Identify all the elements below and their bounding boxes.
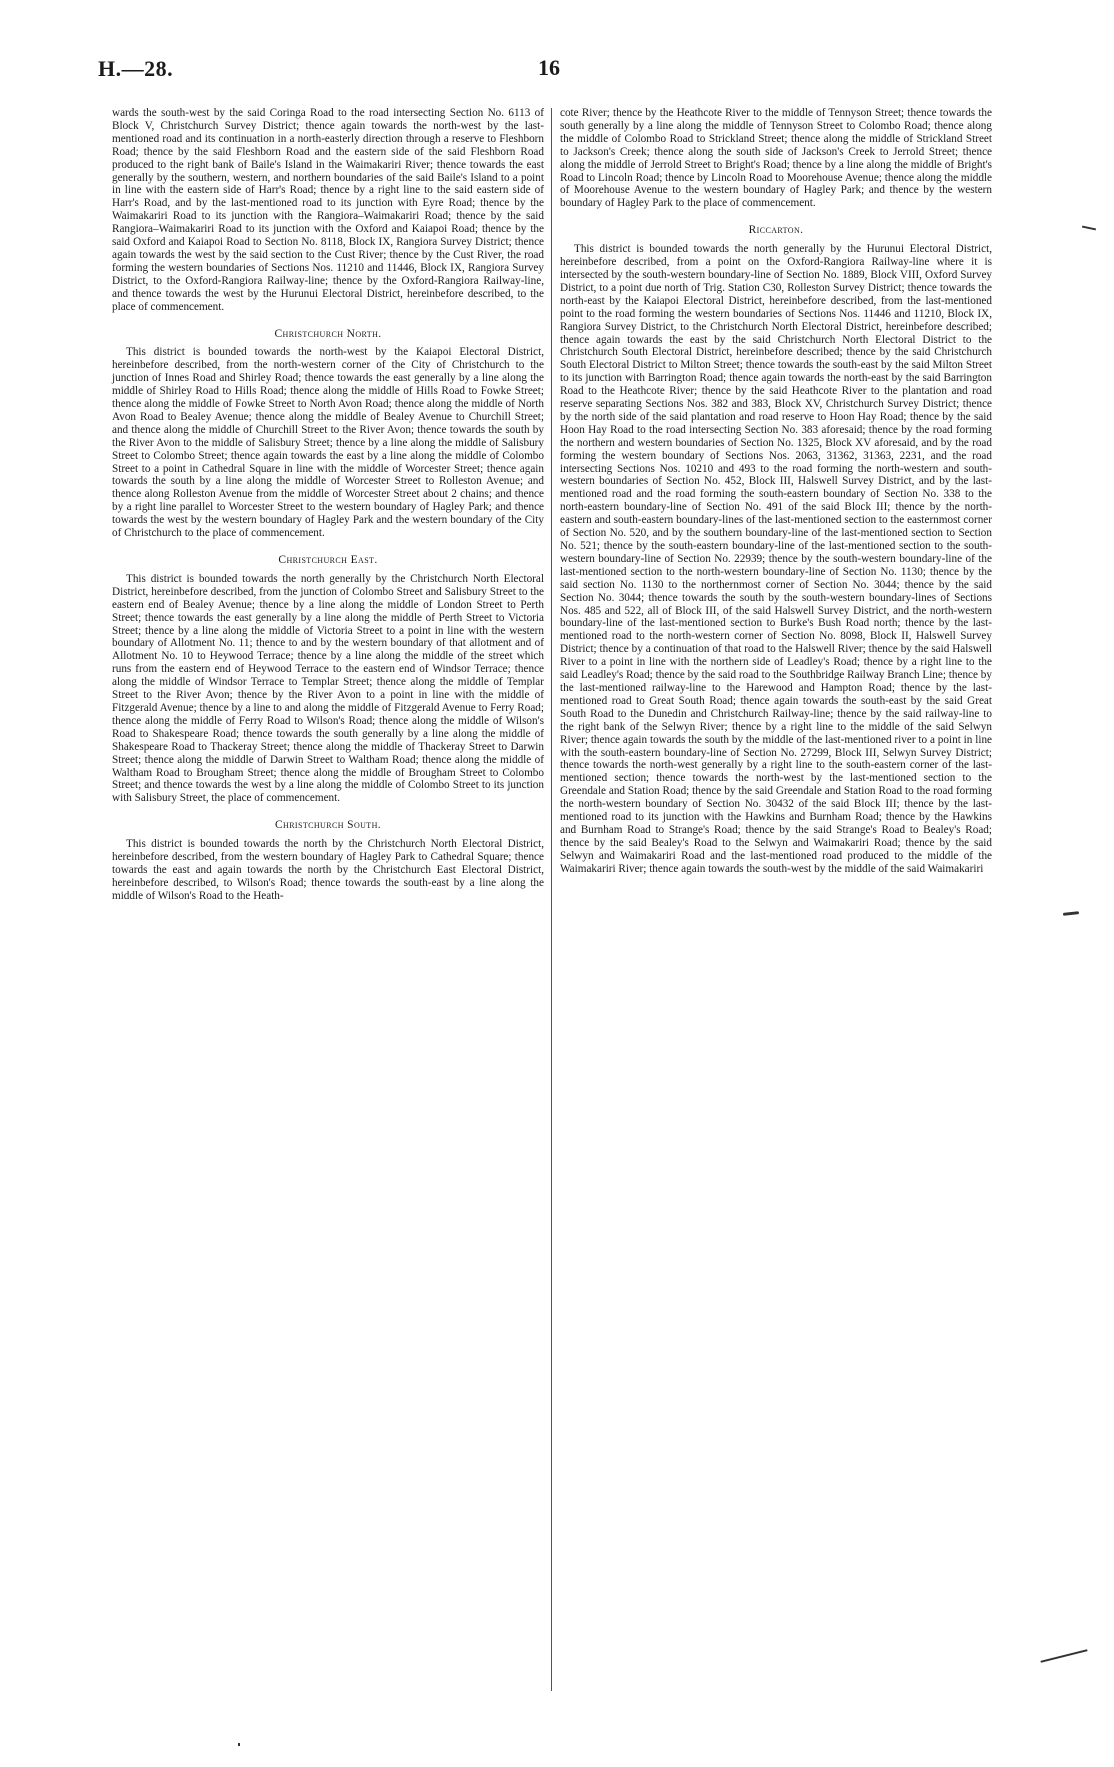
paragraph-continued: wards the south-west by the said Coringa Road to the road intersecting Section No. 6113 of Block V, Christchurch Survey District; thence again towards the north-west by the last-mentioned road and its continuation in a north-easterly direction through a reserve to Fleshborn Road; thence by the said Fleshborn Road and the eastern side of the said Fleshborn Road produced to the right bank of Baile's Island in the Waimakariri River; thence towards the east generally by the southern, western, and northern boundaries of the said Baile's Island to a point in line with the eastern side of Harr's Road; thence by a right line to the said eastern side of Harr's Road, and by the last-mentioned road to its junction with Eyre Road; thence by the Waimakariri Road to its junction with the Rangiora–Waimakariri Road; thence by the said Rangiora–Waimakariri Road to its junction with the Oxford and Kaiapoi Road; thence by the said Oxford and Kaiapoi Road to Section No. 8118, Block IX, Rangiora Survey District; thence again towards the west by the said section to the Cust River; thence by the Cust River, the road forming the western boundaries of Sections Nos. 11210 and 11446, Block IX, Rangiora Survey District, to the Oxford-Rangiora Railway-line; thence by the Oxford-Rangiora Railway-line, and thence towards the west by the Hurunui Electoral District, hereinbefore described, to the place of commencement.: [112, 107, 544, 313]
paragraph-christchurch-east: This district is bounded towards the north generally by the Christchurch North Electoral District, hereinbefore described, from the junction of Colombo Street and Salisbury Street to the eastern end of Bealey Avenue; thence by a line along the middle of London Street to Perth Street; thence towards the east generally by a line along the middle of Perth Street to Victoria Street; thence by a line along the middle of Victoria Street to a point in line with the western boundary of Allotment No. 11; thence to and by the western boundary of that allotment and of Allotment No. 10 to Heywood Terrace; thence by a line along the middle of the street which runs from the eastern end of Heywood Terrace to the eastern end of Windsor Terrace; thence along the middle of Windsor Terrace to Templar Street; thence along the middle of Templar Street to the River Avon; thence by the River Avon to a point in line with the middle of Fitzgerald Avenue; thence by a line to and along the middle of Fitzgerald Avenue to Ferry Road; thence along the middle of Ferry Road to Wilson's Road; thence along the middle of Wilson's Road to Shakespeare Road; thence towards the south generally by a line along the middle of Shakespeare Road to Thackeray Street; thence along the middle of Thackeray Street to Darwin Street; thence along the middle of Darwin Street to Waltham Road; thence along the middle of Waltham Road to Brougham Street; thence along the middle of Brougham Street to Colombo Street; and thence towards the west by a line along the middle of Colombo Street to its junction with Salisbury Street, the place of commencement.: [112, 572, 544, 805]
heading-christchurch-east: Christchurch East.: [278, 554, 378, 566]
paragraph-riccarton: This district is bounded towards the north generally by the Hurunui Electoral District, hereinbefore described, from a point on the Oxford-Rangiora Railway-line where it is intersected by the south-western boundary-line of Section No. 1889, Block VIII, Oxford Survey District, to a point due north of Trig. Station C30, Rolleston Survey District; thence towards the north-east by the Kaiapoi Electoral District, hereinbefore described, from the last-mentioned point to the road forming the western boundaries of Sections Nos. 11446 and 11210, Block IX, Rangiora Survey District, to the Christchurch North Electoral District, hereinbefore described; thence again towards the east by the said Christchurch North Electoral District to the Christchurch South Electoral District, hereinbefore described; thence by the said Christchurch South Electoral District to Milton Street; thence towards the south-east by the said Milton Street to its junction with Barrington Road; thence again towards the north-east by the said Barrington Road to the Heathcote River; thence by the said Heathcote River to the plantation and road reserve separating Sections Nos. 382 and 383, Block XV, Christchurch Survey District; thence by the north side of the said plantation and road reserve to Hoon Hay Road; thence by the said Hoon Hay Road to the road intersecting Section No. 383 aforesaid; thence by the road forming the northern and western boundaries of Section No. 1325, Block XV aforesaid, and by the road forming the western boundary of Sections Nos. 2063, 31362, 31363, 2231, and the road intersecting Sections Nos. 10210 and 493 to the road forming the north-western and south-western boundaries of Section No. 452, Block III, Halswell Survey District, and by the last-mentioned road and the road forming the south-eastern boundary of Section No. 338 to the north-eastern boundary-line of Section No. 491 of the said Block III; thence by the north-eastern and south-eastern boundary-lines of the last-mentioned section to the easternmost corner of Section No. 520, and by the southern boundary-line of the last-mentioned section to Section No. 521; thence by the south-eastern boundary-line of the last-mentioned section to the south-western boundary-line of Section No. 22939; thence by the south-western boundary-line of the last-mentioned section to the north-western boundary-line of Section No. 1130; thence by the said section No. 1130 to the northernmost corner of Section No. 3044; thence by the said Section No. 3044; thence towards the south by the south-western boundary-lines of Sections Nos. 485 and 522, all of Block III, of the said Halswell Survey District, and the north-western boundary-line of the last-mentioned section to Burke's Bush Road north; thence by the last-mentioned road to the north-western corner of Section No. 8098, Block II, Halswell Survey District; thence by a continuation of that road to the Halswell River; thence by the said Halswell River to a point in line with the northern side of Leadley's Road; thence by a right line to the said Leadley's Road; thence by the said road to the Southbridge Railway Branch Line; thence by the last-mentioned railway-line to the Harewood and Hampton Road; thence by the last-mentioned road to Great South Road; thence again towards the south-east by the said Great South Road to the Dunedin and Christchurch Railway-line; thence by the said railway-line to the right bank of the Selwyn River; thence by a right line to the middle of the said Selwyn River; thence again towards the south by the middle of the last-mentioned river to a point in line with the south-eastern boundary-line of Section No. 27299, Block III, Selwyn Survey District; thence towards the north-west generally by a right line to the south-eastern corner of the last-mentioned section; thence towards the north-west by the last-mentioned section to the Greendale and Station Road; thence by the said Greendale and Station Road to the road forming the north-western boundary of Section No. 30432 of the said Block III; thence by the last-mentioned road to its junction with the Hawkins and Burnham Road; thence by the Hawkins and Burnham Road to Strange's Road; thence by the said Strange's Road to Bealey's Road; thence by the said Bealey's Road to the Selwyn and Waimakariri Road; thence by the said Selwyn and Waimakariri Road and the last-mentioned road produced to the middle of the Waimakariri River; thence again towards the south-west by the middle of the said Waimakariri: [560, 243, 992, 875]
paragraph-christchurch-south: This district is bounded towards the north by the Christchurch North Electoral District, hereinbefore described, from the western boundary of Hagley Park to Cathedral Square; thence towards the east and again towards the north by the Christchurch East Electoral District, hereinbefore described, to Wilson's Road; thence towards the south-east by a line along the middle of Wilson's Road to the Heath-: [112, 838, 544, 902]
heading-christchurch-north: Christchurch North.: [274, 327, 382, 340]
margin-mark: [1063, 911, 1079, 916]
margin-mark: [1040, 1649, 1087, 1663]
column-divider: [551, 108, 552, 1691]
paragraph-christchurch-north: This district is bounded towards the north-west by the Kaiapoi Electoral District, hereinbefore described, from the north-western corner of the City of Christchurch to the junction of Innes Road and Shirley Road; thence towards the east generally by a line along the middle of Shirley Road to Hills Road; thence along the middle of Hills Road to Fowke Street; thence along the middle of Fowke Street to North Avon Road; thence along the middle of North Avon Road to Bealey Avenue; thence along the middle of Bealey Avenue to Churchill Street; and thence along the middle of Churchill Street to the River Avon; thence towards the south by the River Avon to the middle of Salisbury Street; thence by a line along the middle of Salisbury Street to Colombo Street; thence again towards the east by a line along the middle of Colombo Street to a point in Cathedral Square in line with the middle of Worcester Street; thence again towards the south by a line along the middle of Worcester Street to Rolleston Avenue; and thence along Rolleston Avenue from the middle of Worcester Street about 2 chains; and thence by a right line parallel to Worcester Street to the western boundary of Hagley Park; and thence towards the west by the western boundary of Hagley Park and the western boundary of the City of Christchurch to the place of commencement.: [112, 346, 544, 540]
margin-mark: [1082, 226, 1096, 231]
right-column: [560, 107, 992, 876]
paragraph-continued-right: cote River; thence by the Heathcote River to the middle of Tennyson Street; thence towards the south generally by a line along the middle of Tennyson Street to Colombo Road; thence along the middle of Colombo Road to Strickland Street; thence along the middle of Strickland Street to Jackson's Creek; thence along the south side of Jackson's Creek to Jerrold Street; thence along the middle of Jerrold Street to Bright's Road; thence by a line along the middle of Bright's Road to Lincoln Road; thence by Lincoln Road to Moorehouse Avenue; thence along the middle of Moorehouse Avenue to the western boundary of Hagley Park; and thence by the western boundary of Hagley Park to the place of commencement.: [560, 107, 992, 210]
document-reference: H.—28.: [98, 56, 174, 81]
left-column: [112, 107, 544, 903]
margin-mark: [238, 1743, 240, 1746]
heading-christchurch-south: Christchurch South.: [274, 819, 382, 832]
heading-riccarton: Riccarton.: [748, 224, 804, 237]
page-number: 16: [538, 55, 560, 80]
page-header: [0, 0, 1114, 100]
